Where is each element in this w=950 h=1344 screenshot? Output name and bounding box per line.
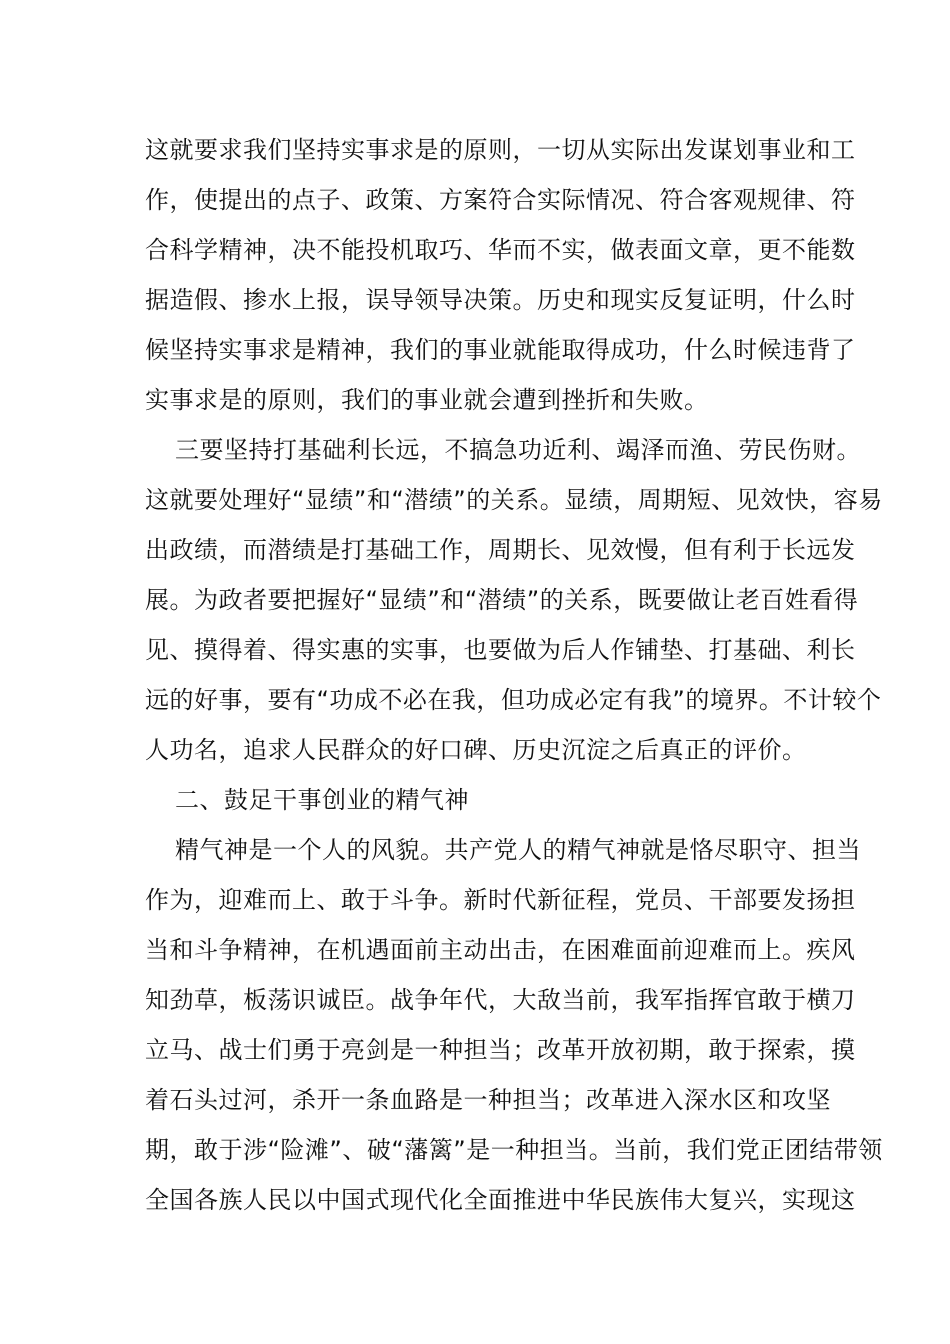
text-line: 据造假、掺水上报，误导领导决策。历史和现实反复证明，什么时 — [145, 286, 856, 314]
text-line: 知劲草，板荡识诚臣。战争年代，大敌当前，我军指挥官敢于横刀 — [145, 986, 856, 1014]
text-line: 候坚持实事求是精神，我们的事业就能取得成功，什么时候违背了 — [145, 336, 856, 364]
text-line: 实事求是的原则，我们的事业就会遭到挫折和失败。 — [145, 386, 709, 414]
text-line: 着石头过河，杀开一条血路是一种担当；改革进入深水区和攻坚 — [145, 1086, 831, 1114]
text-line: 合科学精神，决不能投机取巧、华而不实，做表面文章，更不能数 — [145, 236, 856, 264]
text-line: 全国各族人民以中国式现代化全面推进中华民族伟大复兴，实现这 — [145, 1186, 856, 1214]
paragraph-first-line: 精气神是一个人的风貌。共产党人的精气神就是恪尽职守、担当 — [175, 836, 861, 864]
text-line: 远的好事，要有“功成不必在我，但功成必定有我”的境界。不计较个 — [145, 686, 882, 714]
text-line: 出政绩，而潜绩是打基础工作，周期长、见效慢，但有利于长远发 — [145, 536, 856, 564]
paragraph-first-line: 三要坚持打基础利长远，不搞急功近利、竭泽而渔、劳民伤财。 — [175, 436, 861, 464]
section-heading: 二、鼓足干事创业的精气神 — [175, 786, 469, 814]
text-line: 见、摸得着、得实惠的实事，也要做为后人作铺垫、打基础、利长 — [145, 636, 856, 664]
text-line: 这就要求我们坚持实事求是的原则，一切从实际出发谋划事业和工 — [145, 136, 856, 164]
text-line: 这就要处理好“显绩”和“潜绩”的关系。显绩，周期短、见效快，容易 — [145, 486, 883, 514]
text-line: 展。为政者要把握好“显绩”和“潜绩”的关系，既要做让老百姓看得 — [145, 586, 859, 614]
text-line: 人功名，追求人民群众的好口碑、历史沉淀之后真正的评价。 — [145, 736, 807, 764]
text-line: 作，使提出的点子、政策、方案符合实际情况、符合客观规律、符 — [145, 186, 856, 214]
text-line: 作为，迎难而上、敢于斗争。新时代新征程，党员、干部要发扬担 — [145, 886, 856, 914]
text-line: 立马、战士们勇于亮剑是一种担当；改革开放初期，敢于探索，摸 — [145, 1036, 856, 1064]
text-line: 期，敢于涉“险滩”、破“藩篱”是一种担当。当前，我们党正团结带领 — [145, 1136, 883, 1164]
text-line: 当和斗争精神，在机遇面前主动出击，在困难面前迎难而上。疾风 — [145, 936, 856, 964]
